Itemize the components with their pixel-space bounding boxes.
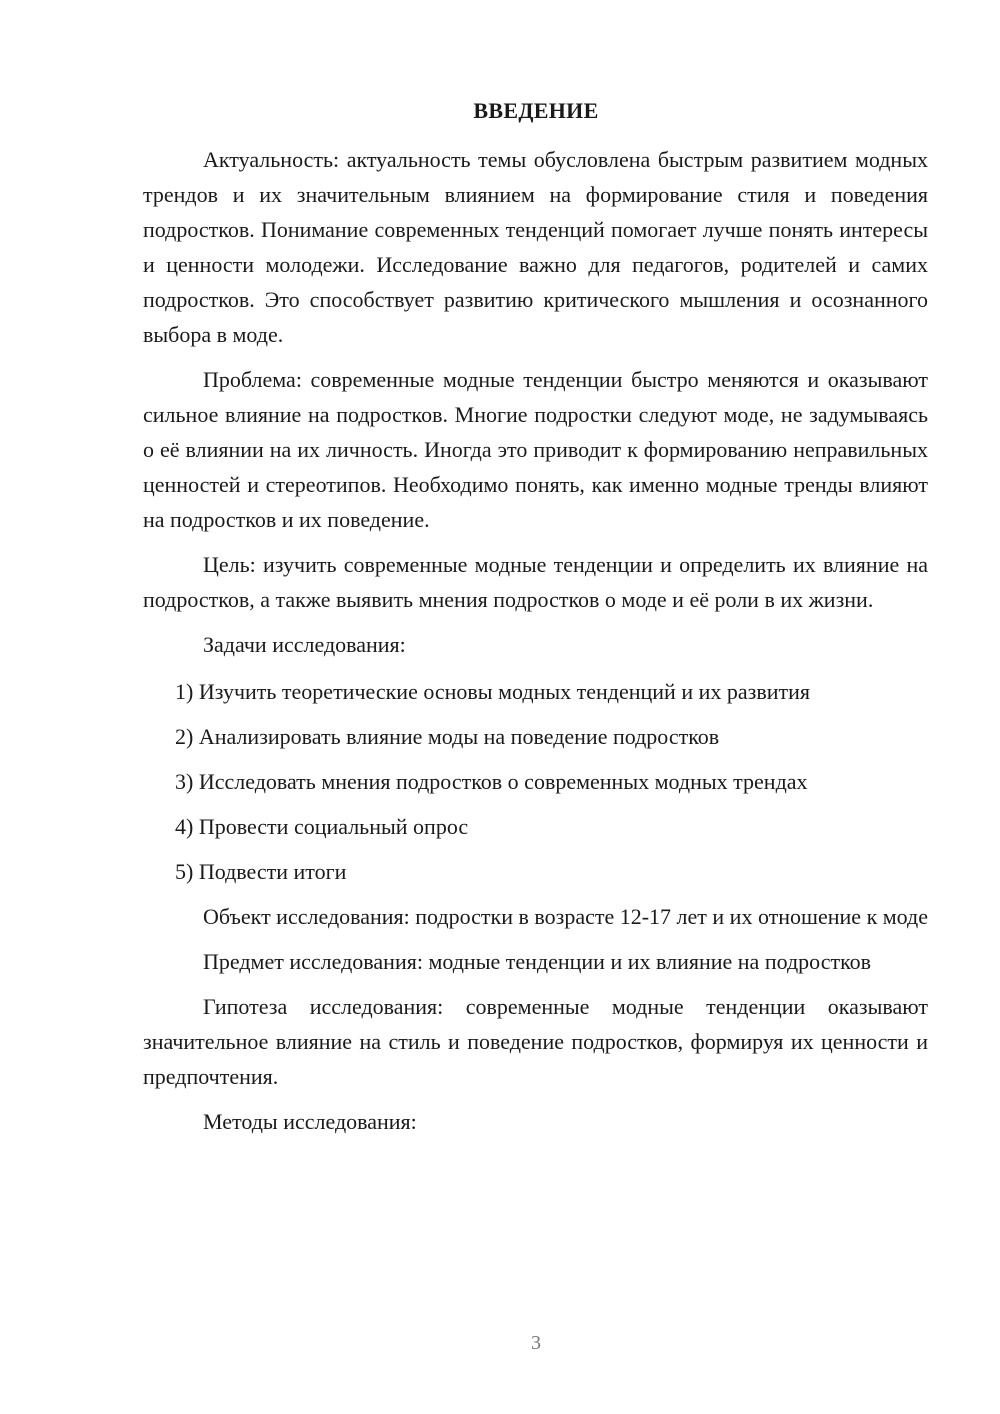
paragraph-hypothesis: Гипотеза исследования: современные модные тенденции оказывают значительное влияние на стиль и поведение подростков, формируя их ценности и предпочтения. — [143, 994, 928, 1089]
list-item: 3) Исследовать мнения подростков о современных модных трендах — [175, 769, 808, 794]
paragraph-goal: Цель: изучить современные модные тенденции и определить их влияние на подростков, а также выявить мнения подростков о моде и её роли в их жизни. — [143, 552, 928, 612]
paragraph-problem: Проблема: современные модные тенденции быстро меняются и оказывают сильное влияние на подростков. Многие подростки следуют моде, не задумываясь о её влиянии на их личность. Иногда это приводит к формированию неправильных ценностей и стереотипов. Необходимо понять, как именно модные тренды влияют на подростков и их поведение. — [143, 367, 928, 532]
list-item: 2) Анализировать влияние моды на поведение подростков — [175, 724, 720, 749]
section-heading: ВВЕДЕНИЕ — [473, 98, 599, 123]
list-item: 4) Провести социальный опрос — [175, 814, 469, 839]
paragraph-object: Объект исследования: подростки в возрасте 12-17 лет и их отношение к моде — [203, 904, 929, 929]
page-number: 3 — [531, 1332, 541, 1354]
body-text — [143, 142, 928, 1149]
paragraph-methods: Методы исследования: — [203, 1109, 417, 1134]
tasks-list — [143, 674, 928, 889]
paragraph-relevance: Актуальность: актуальность темы обусловлена быстрым развитием модных трендов и их значительным влиянием на формирование стиля и поведения подростков. Понимание современных тенденций помогает лучше понять интересы и ценности молодежи. Исследование важно для педагогов, родителей и самих подростков. Это способствует развитию критического мышления и осознанного выбора в моде. — [143, 147, 928, 347]
paragraph-subject: Предмет исследования: модные тенденции и их влияние на подростков — [203, 949, 872, 974]
list-item: 1) Изучить теоретические основы модных тенденций и их развития — [175, 679, 810, 704]
tasks-label: Задачи исследования: — [203, 632, 406, 657]
list-item: 5) Подвести итоги — [175, 859, 347, 884]
